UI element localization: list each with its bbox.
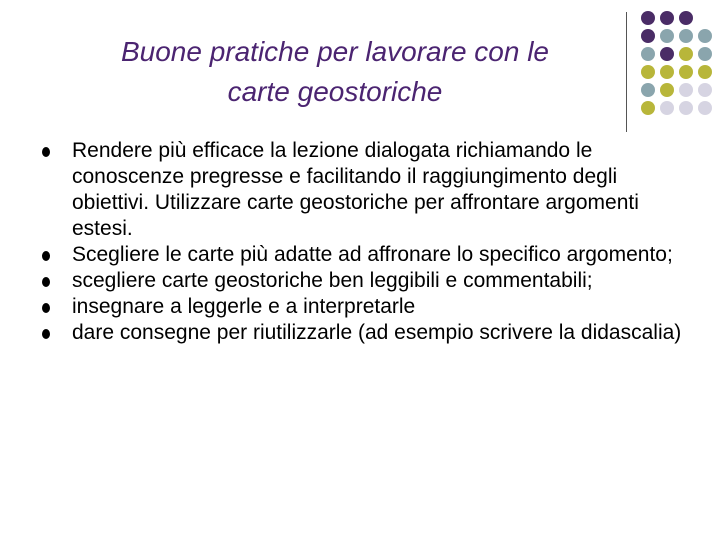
decor-dot	[679, 29, 693, 43]
decor-dot	[641, 47, 655, 61]
decor-dot	[679, 47, 693, 61]
decor-dot	[698, 83, 712, 97]
bullet-list	[40, 138, 700, 346]
decor-dot	[660, 101, 674, 115]
decor-dot	[660, 65, 674, 79]
bullet-item	[40, 138, 700, 242]
bullet-dot-icon	[42, 329, 50, 339]
title-line-1: Buone pratiche per lavorare con le	[120, 36, 550, 67]
bullet-text: Scegliere le carte più adatte ad affronare lo specifico argomento;	[72, 243, 673, 266]
decor-dot	[679, 65, 693, 79]
title-line-2: carte geostoriche	[227, 76, 443, 107]
decor-dot	[641, 101, 655, 115]
decor-dot	[641, 11, 655, 25]
bullet-dot-icon	[42, 147, 50, 157]
decor-dot	[698, 65, 712, 79]
bullet-dot-icon	[42, 251, 50, 261]
bullet-item	[40, 268, 700, 294]
bullet-text: scegliere carte geostoriche ben leggibili e commentabili;	[72, 269, 593, 292]
decor-dot	[679, 11, 693, 25]
decor-dot	[698, 47, 712, 61]
decor-dot	[679, 83, 693, 97]
bullet-dot-icon	[42, 303, 50, 313]
decor-dot	[698, 101, 712, 115]
bullet-text: insegnare a leggerle e a interpretarle	[72, 295, 416, 318]
decor-dot	[698, 29, 712, 43]
decor-dot	[641, 83, 655, 97]
bullet-item	[40, 242, 700, 268]
decor-dot	[641, 65, 655, 79]
decor-dot	[660, 29, 674, 43]
decor-dot	[660, 83, 674, 97]
bullet-text: Rendere più efficace la lezione dialogata richiamando le conoscenze pregresse e facilitando il raggiungimento degli obiettivi. Utilizzare carte geostoriche per affrontare argomenti estesi.	[72, 139, 639, 240]
decor-dot	[679, 101, 693, 115]
decor-dot	[660, 11, 674, 25]
bullet-item	[40, 320, 700, 346]
bullet-item	[40, 294, 700, 320]
bullet-dot-icon	[42, 277, 50, 287]
decorative-dot-grid	[0, 0, 720, 130]
decor-dot	[641, 29, 655, 43]
decor-dot	[660, 47, 674, 61]
bullet-text: dare consegne per riutilizzarle (ad esempio scrivere la didascalia)	[72, 321, 682, 344]
